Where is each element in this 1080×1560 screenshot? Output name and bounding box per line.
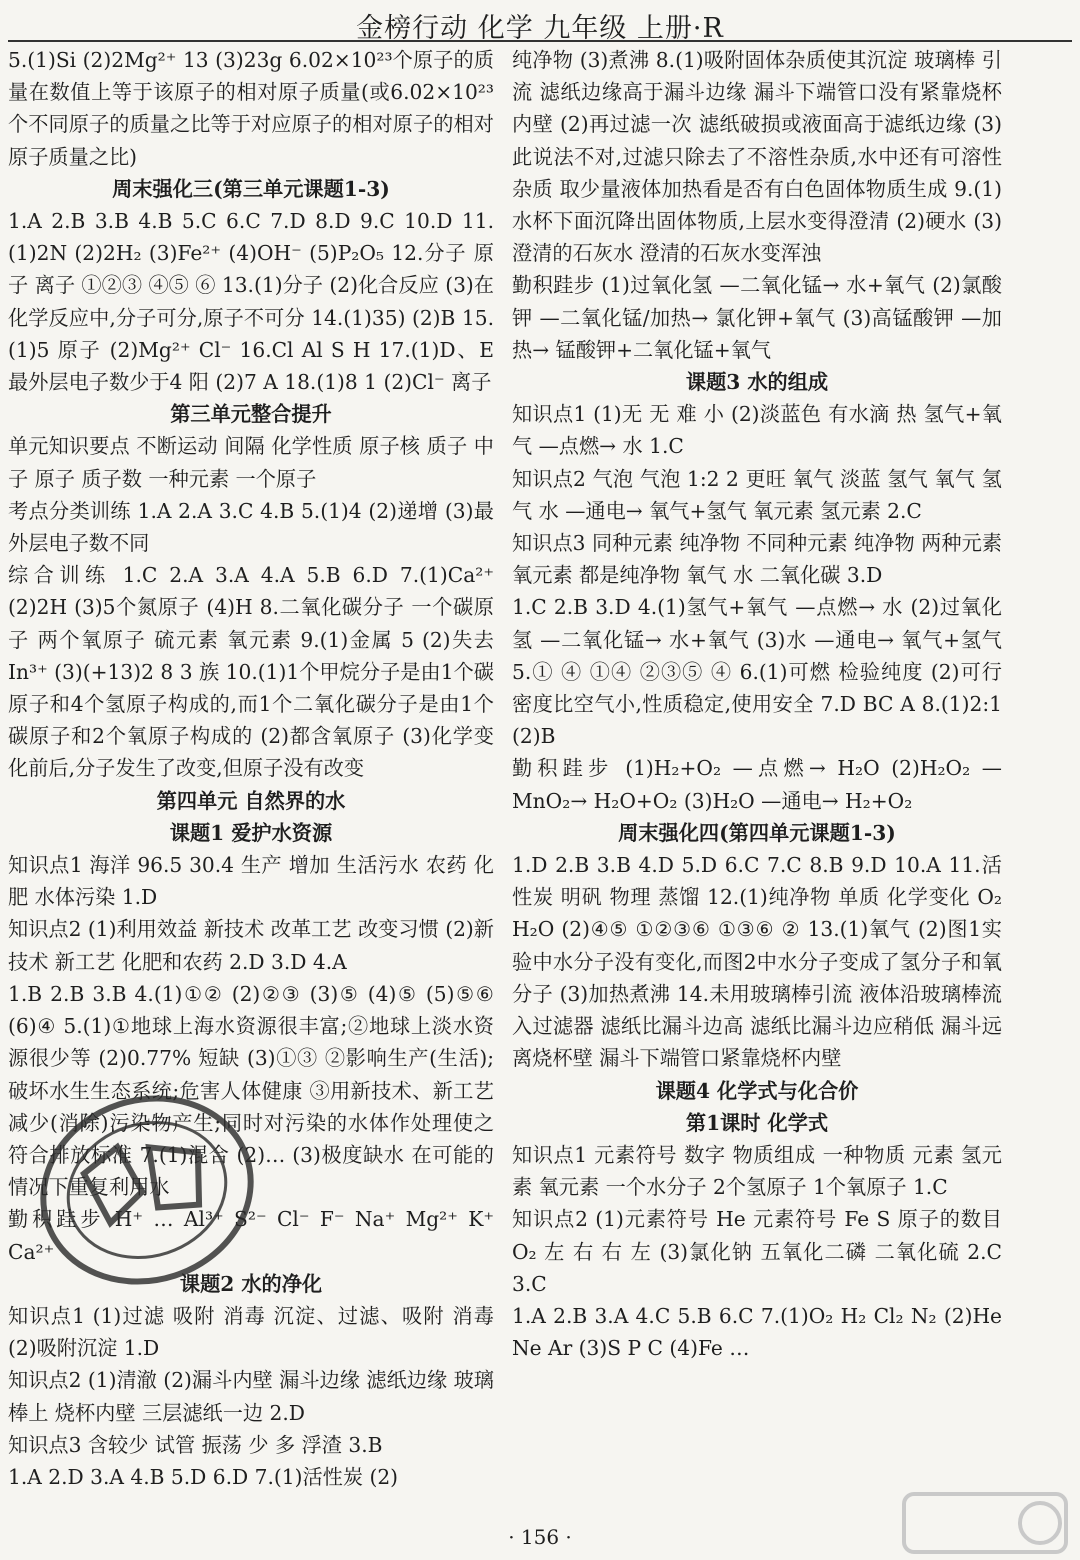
right-section-heading: 课题4 化学式与化合价: [655, 1078, 859, 1103]
right-answer-paragraph: 勤积跬步 (1)过氧化氢 —二氧化锰→ 水+氧气 (2)氯酸钾 —二氧化锰/加热→ 氯化钾+氧气 (3)高锰酸钾 —加热→ 锰酸钾+二氧化锰+氧气: [512, 273, 1002, 362]
right-answer-paragraph: 1.A 2.B 3.A 4.C 5.B 6.C 7.(1)O₂ H₂ Cl₂ N₂ (2)He Ne Ar (3)S P C (4)Fe …: [512, 1303, 1002, 1361]
left-section-heading: 课题1 爱护水资源: [169, 820, 333, 845]
right-answer-paragraph: 纯净物 (3)煮沸 8.(1)吸附固体杂质使其沉淀 玻璃棒 引流 滤纸边缘高于漏斗边缘 漏斗下端管口没有紧靠烧杯内壁 (2)再过滤一次 滤纸破损或液面高于滤纸边缘 (3)此说法不对,过滤只除去了不溶性杂质,水中还有可溶性杂质 取少量液体加热看是否有白色固体物质生成 9.(1)水杯下面沉降出固体物质,上层水变得澄清 (2)硬水 (3)澄清的石灰水 澄清的石灰水变浑浊: [512, 48, 1002, 266]
right-section-heading: 第1课时 化学式: [685, 1110, 829, 1135]
right-answer-paragraph: 知识点2 (1)元素符号 He 元素符号 Fe S 原子的数目 O₂ 左 右 右 左 (3)氯化钠 五氧化二磷 二氧化硫 2.C 3.C: [512, 1207, 1002, 1296]
left-answer-paragraph: 1.B 2.B 3.B 4.(1)①② (2)②③ (3)⑤ (4)⑤ (5)⑤⑥ (6)④ 5.(1)①地球上海水资源很丰富;②地球上淡水资源很少等 (2)0.77% 短缺 (3)①③ ②影响生产(生活);破坏水生生态系统;危害人体健康 ③用新技术、新工艺减少(消除)污染物产生;同时对污染的水体作处理使之符合排放标准 7.(1)混合 (2)… (3)极度缺水 在可能的情况下重复利用水: [8, 981, 494, 1200]
right-answer-paragraph: 1.C 2.B 3.D 4.(1)氢气+氧气 —点燃→ 水 (2)过氧化氢 —二氧化锰→ 水+氧气 (3)水 —通电→ 氧气+氢气 5.① ④ ①④ ②③⑤ ④ 6.(1)可燃 检验纯度 (2)可行 密度比空气小,性质稳定,使用安全 7.D BC A 8.(1)2:1 (2)B: [512, 595, 1002, 749]
right-answer-paragraph: 知识点3 同种元素 纯净物 不同种元素 纯净物 两种元素 氧元素 都是纯净物 氧气 水 二氧化碳 3.D: [512, 531, 1002, 588]
left-answer-paragraph: 综合训练 1.C 2.A 3.A 4.A 5.B 6.D 7.(1)Ca²⁺ (2)2H (3)5个氮原子 (4)H 8.二氧化碳分子 一个碳原子 两个氧原子 硫元素 氧元素 9.(1)金属 5 (2)失去 In³⁺ (3)(+13)2 8 3 族 10.(1)1个甲烷分子是由1个碳原子和4个氢原子构成的,而1个二氧化碳分子是由1个碳原子和2个氧原子构成的 (2)都含氧原子 (3)化学变化前后,分子发生了改变,但原子没有改变: [8, 563, 494, 781]
right-answer-paragraph: 知识点2 气泡 气泡 1:2 2 更旺 氧气 淡蓝 氢气 氧气 氢气 水 —通电→ 氧气+氢气 氧元素 氢元素 2.C: [512, 466, 1002, 523]
answer-column-right: [512, 44, 1002, 1524]
left-answer-paragraph: 知识点1 (1)过滤 吸附 消毒 沉淀、过滤、吸附 消毒 (2)吸附沉淀 1.D: [8, 1303, 494, 1361]
page-header: [0, 0, 1080, 44]
left-answer-paragraph: 知识点3 含较少 试管 振荡 少 多 浮渣 3.B: [8, 1432, 383, 1457]
left-answer-paragraph: 考点分类训练 1.A 2.A 3.C 4.B 5.(1)4 (2)递增 (3)最外层电子数不同: [8, 498, 494, 556]
left-answer-paragraph: 勤积跬步 H⁺ … Al³⁺ S²⁻ Cl⁻ F⁻ Na⁺ Mg²⁺ K⁺ Ca²⁺: [8, 1207, 494, 1264]
right-answer-paragraph: 知识点1 (1)无 无 难 小 (2)淡蓝色 有水滴 热 氢气+氧气 —点燃→ 水 1.C: [512, 402, 1002, 459]
header-rule: [8, 40, 1072, 42]
left-answer-paragraph: 5.(1)Si (2)2Mg²⁺ 13 (3)23g 6.02×10²³个原子的质量在数值上等于该原子的相对原子质量(或6.02×10²³个不同原子的质量之比等于对应原子的相对原子的相对原子质量之比): [8, 48, 494, 169]
right-answer-paragraph: 1.D 2.B 3.B 4.D 5.D 6.C 7.C 8.B 9.D 10.A 11.活性炭 明矾 物理 蒸馏 12.(1)纯净物 单质 化学变化 O₂ H₂O (2)④⑤ ①②③⑥ ①③⑥ ② 13.(1)氧气 (2)图1实验中水分子没有变化,而图2中水分子变成了氢分子和氧分子 (3)加热煮沸 14.未用玻璃棒引流 液体沿玻璃棒流入过滤器 滤纸比漏斗边高 滤纸比漏斗边应稍低 漏斗远离烧杯壁 漏斗下端管口紧靠烧杯内壁: [512, 853, 1002, 1071]
left-answer-paragraph: 知识点1 海洋 96.5 30.4 生产 增加 生活污水 农药 化肥 水体污染 1.D: [8, 853, 494, 910]
left-answer-paragraph: 1.A 2.D 3.A 4.B 5.D 6.D 7.(1)活性炭 (2): [8, 1464, 399, 1489]
left-answer-paragraph: 1.A 2.B 3.B 4.B 5.C 6.C 7.D 8.D 9.C 10.D 11.(1)2N (2)2H₂ (3)Fe²⁺ (4)OH⁻ (5)P₂O₅ 12.分子 原子 离子 ①②③ ④⑤ ⑥ 13.(1)分子 (2)化合反应 (3)在化学反应中,分子可分,原子不可分 14.(1)35) (2)B 15.(1)5 原子 (2)Mg²⁺ Cl⁻ 16.Cl Al S H 17.(1)D、E 最外层电子数少于4 阳 (2)7 A 18.(1)8 1 (2)Cl⁻ 离子: [8, 209, 494, 395]
book-title: 金榜行动 化学 九年级 上册·R: [356, 13, 724, 44]
left-answer-paragraph: 知识点2 (1)清澈 (2)漏斗内壁 漏斗边缘 滤纸边缘 玻璃棒上 烧杯内壁 三层滤纸一边 2.D: [8, 1368, 494, 1425]
answer-column-left: [8, 44, 494, 1524]
right-section-heading: 课题3 水的组成: [685, 370, 829, 395]
left-section-heading: 第四单元 自然界的水: [156, 788, 346, 813]
right-section-heading: 周末强化四(第四单元课题1-3): [618, 820, 896, 845]
left-section-heading: 周末强化三(第三单元课题1-3): [112, 176, 390, 201]
left-section-heading: 第三单元整合提升: [170, 402, 332, 427]
left-answer-paragraph: 知识点2 (1)利用效益 新技术 改革工艺 改变习惯 (2)新技术 新工艺 化肥和农药 2.D 3.D 4.A: [8, 917, 494, 974]
page-number: · 156 ·: [508, 1525, 572, 1549]
left-section-heading: 课题2 水的净化: [179, 1271, 323, 1296]
left-answer-paragraph: 单元知识要点 不断运动 间隔 化学性质 原子核 质子 中子 原子 质子数 一种元素 一个原子: [8, 434, 494, 491]
right-answer-paragraph: 知识点1 元素符号 数字 物质组成 一种物质 元素 氢元素 氧元素 一个水分子 2个氢原子 1个氧原子 1.C: [512, 1142, 1002, 1200]
right-answer-paragraph: 勤积跬步 (1)H₂+O₂ —点燃→ H₂O (2)H₂O₂ —MnO₂→ H₂O+O₂ (3)H₂O —通电→ H₂+O₂: [512, 756, 1002, 813]
